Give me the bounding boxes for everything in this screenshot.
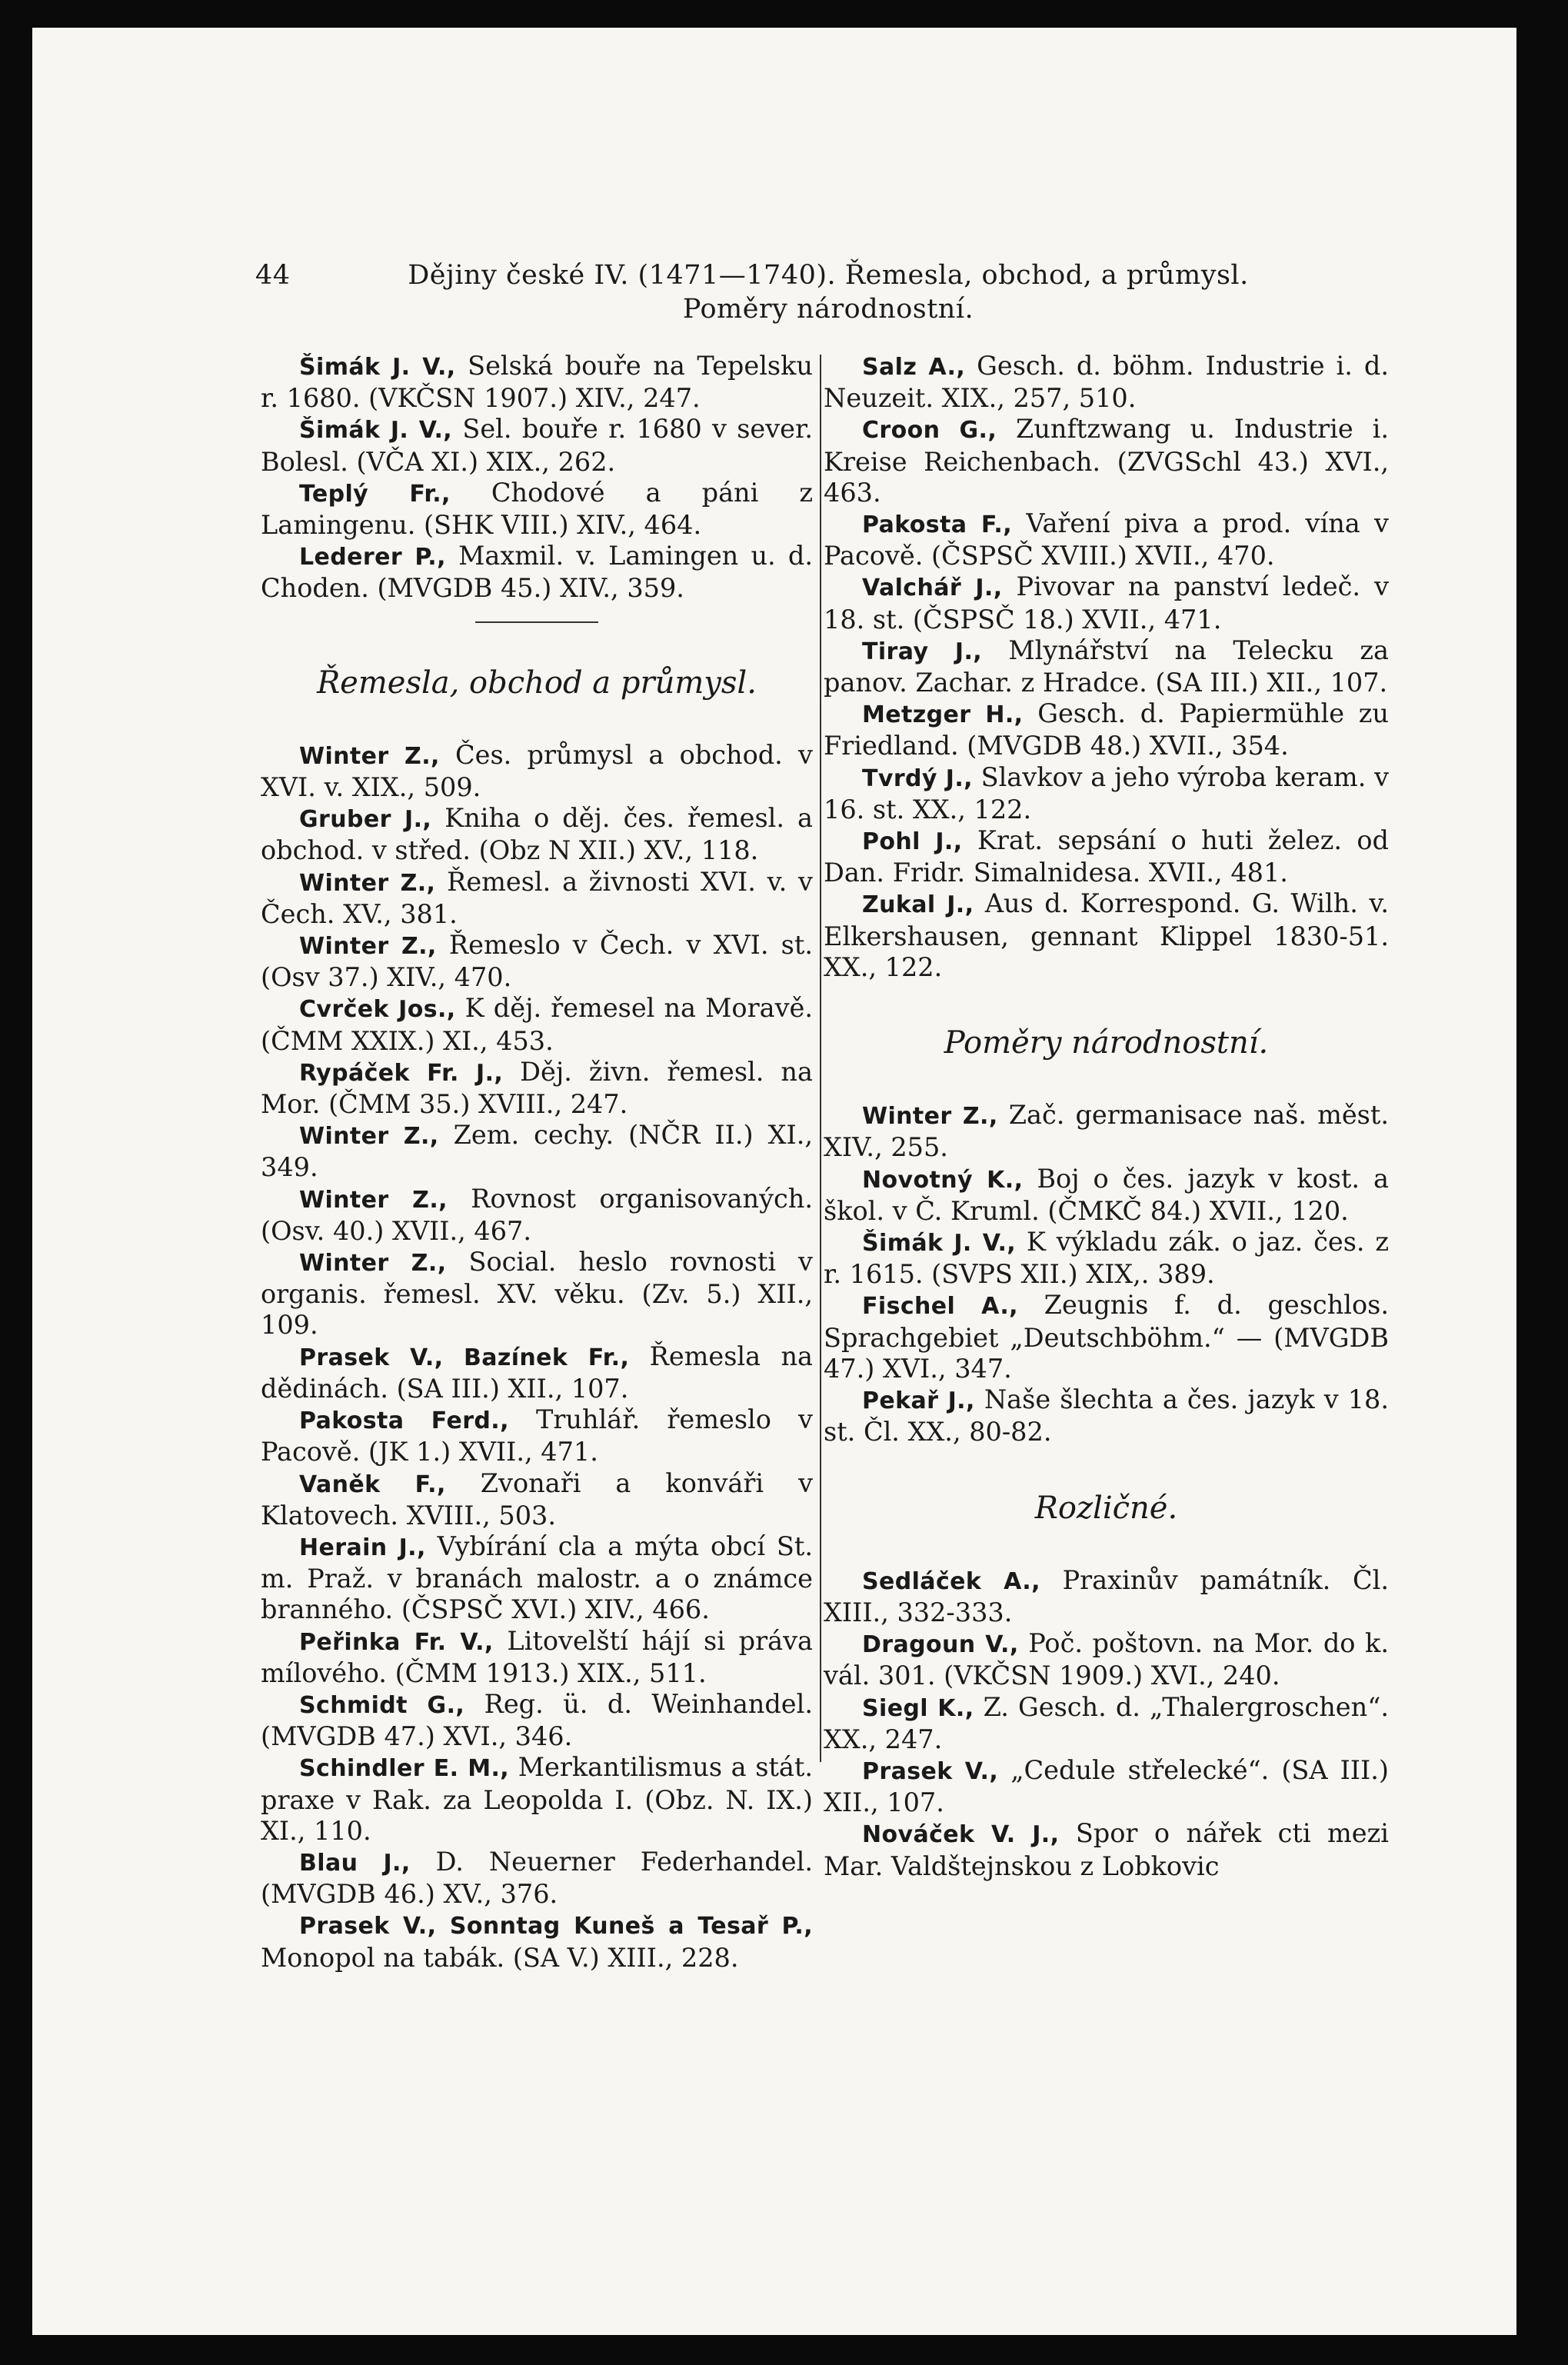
bibliography-entry [824, 414, 1389, 508]
bibliography-entry [824, 1628, 1389, 1691]
entry-text: Gesch. d. Papiermühle zu Friedland. (MVGDB 48.) XVII., 354. [824, 698, 1389, 761]
entry-text: Řemesl. a živnosti XVI. v. v Čech. XV., 381. [261, 866, 813, 929]
bibliography-entry [824, 571, 1389, 635]
bibliography-entry [261, 1184, 813, 1247]
entry-author: Winter Z., [299, 869, 436, 897]
left-entries-top [261, 351, 813, 605]
bibliography-entry [261, 1057, 813, 1120]
entry-text: Litovelští hájí si práva mílového. (ČMM 1913.) XIX., 511. [261, 1625, 813, 1688]
bibliography-entry [824, 1692, 1389, 1755]
entry-author: Prasek V., [862, 1757, 999, 1785]
bibliography-entry [261, 867, 813, 930]
bibliography-entry [261, 803, 813, 866]
entry-text: Čes. průmysl a obchod. v XVI. v. XIX., 509. [261, 739, 813, 803]
entry-author: Lederer P., [299, 544, 446, 571]
bibliography-entry [261, 1531, 813, 1626]
entry-author: Šimák J. V., [862, 1230, 1017, 1257]
entry-author: Valchář J., [862, 575, 1003, 602]
entry-author: Prasek V., Bazínek Fr., [299, 1344, 630, 1371]
bibliography-entry [261, 478, 813, 541]
entry-author: Tiray J., [862, 638, 983, 665]
entry-text: Řemeslo v Čech. v XVI. st. (Osv 37.) XIV., 470. [261, 930, 813, 993]
entry-text: Slavkov a jeho výroba keram. v 16. st. XX., 122. [824, 761, 1389, 824]
bibliography-entry [261, 414, 813, 477]
entry-text: Sel. bouře r. 1680 v sever. Bolesl. (VČA XI.) XIX., 262. [261, 414, 813, 477]
entry-author: Novotný K., [862, 1166, 1024, 1194]
bibliography-entry [824, 1227, 1389, 1290]
bibliography-entry [824, 698, 1389, 761]
entry-author: Zukal J., [862, 891, 974, 919]
running-title: Dějiny české IV. (1471—1740). Řemesla, obchod, a průmysl. [408, 260, 1249, 291]
entry-author: Siegl K., [862, 1694, 974, 1722]
bibliography-entry [824, 1164, 1389, 1227]
entry-author: Winter Z., [862, 1103, 998, 1131]
right-entries-2 [824, 1100, 1389, 1447]
bibliography-entry [261, 541, 813, 604]
entry-author: Metzger H., [862, 701, 1024, 729]
bibliography-entry [824, 1384, 1389, 1447]
bibliography-entry [261, 1689, 813, 1752]
bibliography-entry [824, 351, 1389, 414]
entry-author: Šimák J. V., [299, 354, 456, 381]
bibliography-entry [824, 1755, 1389, 1818]
entry-text: Děj. živn. řemesl. na Mor. (ČMM 35.) XVIII., 247. [261, 1056, 813, 1120]
entry-text: Zunftzwang u. Industrie i. Kreise Reichenbach. (ZVGSchl 43.) XVI., 463. [824, 414, 1389, 508]
section-title-pomery: Poměry národnostní. [944, 1025, 1269, 1061]
entry-text: Selská bouře na Tepelsku r. 1680. (VKČSN 1907.) XIV., 247. [261, 351, 813, 414]
entry-text: Gesch. d. böhm. Industrie i. d. Neuzeit. XIX., 257, 510. [824, 351, 1389, 414]
entry-author: Nováček V. J., [862, 1821, 1060, 1849]
section-title-remesla: Řemesla, obchod a průmysl. [317, 665, 757, 701]
entry-text: Naše šlechta a čes. jazyk v 18. st. Čl. XX., 80-82. [824, 1384, 1389, 1447]
entry-author: Pohl J., [862, 828, 963, 856]
entry-text: „Cedule střelecké“. (SA III.) XII., 107. [824, 1754, 1389, 1818]
entry-text: Řemesla na dědinách. (SA III.) XII., 107. [261, 1341, 813, 1404]
entry-text: Praxinův památník. Čl. XIII., 332-333. [824, 1564, 1389, 1627]
entry-author: Vaněk F., [299, 1471, 446, 1498]
entry-text: Zeugnis f. d. geschlos. Sprachgebiet „Deutschböhm.“ — (MVGDB 47.) XVI., 347. [824, 1290, 1389, 1384]
entry-text: Z. Gesch. d. „Thalergroschen“. XX., 247. [824, 1691, 1389, 1754]
entry-author: Winter Z., [299, 1123, 439, 1151]
left-entries [261, 740, 813, 1974]
bibliography-entry [261, 993, 813, 1056]
bibliography-entry [261, 1468, 813, 1531]
entry-author: Teplý Fr., [299, 480, 451, 508]
entry-author: Gruber J., [299, 806, 432, 834]
bibliography-entry [261, 1404, 813, 1467]
entry-author: Schindler E. M., [299, 1755, 510, 1783]
bibliography-entry [824, 1565, 1389, 1628]
bibliography-entry [261, 1752, 813, 1847]
section-title-rozlicne: Rozličné. [1034, 1490, 1178, 1526]
entry-author: Winter Z., [299, 742, 440, 770]
bibliography-entry [261, 1341, 813, 1404]
bibliography-entry [261, 740, 813, 803]
entry-author: Šimák J. V., [299, 417, 453, 445]
bibliography-entry [261, 1910, 813, 1973]
right-column [824, 351, 1389, 1882]
section-rule [475, 621, 598, 623]
right-entries-top [824, 351, 1389, 983]
entry-author: Pakosta Ferd., [299, 1407, 509, 1435]
entry-author: Schmidt G., [299, 1691, 465, 1719]
left-column [261, 351, 813, 1974]
entry-text: Monopol na tabák. (SA V.) XIII., 228. [261, 1942, 739, 1973]
entry-author: Fischel A., [862, 1293, 1018, 1321]
entry-text: Vybírání cla a mýta obcí St. m. Praž. v branách malostr. a o známce branného. (ČSPSČ XVI.) XIV., 466. [261, 1531, 813, 1625]
entry-text: Maxmil. v. Lamingen u. d. Choden. (MVGDB 45.) XIV., 359. [261, 541, 813, 604]
entry-text: Chodové a páni z Lamingenu. (SHK VIII.) XIV., 464. [261, 477, 813, 541]
entry-author: Winter Z., [299, 1250, 447, 1277]
bibliography-entry [261, 930, 813, 993]
entry-author: Herain J., [299, 1534, 426, 1561]
entry-text: Krat. sepsání o huti želez. od Dan. Fridr. Simalnidesa. XVII., 481. [824, 825, 1389, 888]
entry-author: Peřinka Fr. V., [299, 1628, 494, 1656]
bibliography-entry [824, 762, 1389, 825]
running-subtitle: Poměry národnostní. [682, 294, 974, 325]
entry-text: Reg. ü. d. Weinhandel. (MVGDB 47.) XVI., 346. [261, 1688, 813, 1752]
entry-author: Pakosta F., [862, 511, 1013, 539]
bibliography-entry [824, 1100, 1389, 1163]
entry-text: D. Neuerner Federhandel. (MVGDB 46.) XV., 376. [261, 1846, 813, 1910]
bibliography-entry [261, 1120, 813, 1183]
entry-text: Zvonaři a konváři v Klatovech. XVIII., 503. [261, 1467, 813, 1531]
entry-author: Pekař J., [862, 1387, 975, 1415]
entry-author: Croon G., [862, 417, 997, 445]
page-header [255, 258, 1370, 326]
entry-text: Pivovar na panství ledeč. v 18. st. (ČSPSČ 18.) XVII., 471. [824, 571, 1390, 635]
bibliography-entry [824, 888, 1389, 983]
bibliography-entry [824, 635, 1389, 698]
page-number: 44 [255, 260, 291, 291]
entry-author: Prasek V., Sonntag Kuneš a Tesař P., [299, 1913, 813, 1940]
entry-text: Zač. germanisace naš. měst. XIV., 255. [824, 1100, 1389, 1163]
entry-text: Truhlář. řemeslo v Pacově. (JK 1.) XVII., 471. [261, 1404, 813, 1467]
entry-text: Social. heslo rovnosti v organis. řemesl. XV. věku. (Zv. 5.) XII., 109. [261, 1247, 813, 1341]
entry-text: Spor o nářek cti mezi Mar. Valdštejnskou z Lobkovic [824, 1818, 1389, 1881]
right-entries-3 [824, 1565, 1389, 1882]
bibliography-entry [824, 825, 1389, 888]
entry-text: Kniha o děj. čes. řemesl. a obchod. v střed. (Obz N XII.) XV., 118. [261, 803, 813, 866]
entry-text: K výkladu zák. o jaz. čes. z r. 1615. (SVPS XII.) XIX,. 389. [824, 1227, 1389, 1290]
entry-text: K děj. řemesel na Moravě. (ČMM XXIX.) XI., 453. [261, 993, 813, 1056]
entry-author: Blau J., [299, 1849, 411, 1877]
entry-text: Aus d. Korrespond. G. Wilh. v. Elkershausen, gennant Klippel 1830-51. XX., 122. [824, 888, 1389, 982]
entry-text: Merkantilismus a stát. praxe v Rak. za Leopolda I. (Obz. N. IX.) XI., 110. [261, 1752, 813, 1846]
entry-author: Sedláček A., [862, 1567, 1040, 1595]
bibliography-entry [824, 508, 1389, 571]
entry-text: Boj o čes. jazyk v kost. a škol. v Č. Kruml. (ČMKČ 84.) XVII., 120. [824, 1163, 1389, 1226]
bibliography-entry [261, 1247, 813, 1341]
entry-author: Rypáček Fr. J., [299, 1059, 504, 1087]
entry-text: Rovnost organisovaných. (Osv. 40.) XVII., 467. [261, 1183, 813, 1246]
bibliography-entry [824, 1818, 1389, 1881]
entry-author: Winter Z., [299, 933, 437, 961]
book-page [32, 28, 1516, 2335]
bibliography-entry [261, 351, 813, 414]
entry-text: Poč. poštovn. na Mor. do k. vál. 301. (VKČSN 1909.) XVI., 240. [824, 1628, 1389, 1691]
entry-author: Tvrdý J., [862, 764, 973, 792]
bibliography-entry [824, 1290, 1389, 1384]
entry-author: Salz A., [862, 354, 966, 381]
entry-author: Cvrček Jos., [299, 996, 456, 1024]
entry-text: Mlynářství na Telecku za panov. Zachar. z Hradce. (SA III.) XII., 107. [824, 635, 1389, 698]
entry-text: Zem. cechy. (NČR II.) XI., 349. [261, 1120, 813, 1183]
entry-author: Dragoun V., [862, 1631, 1019, 1659]
entry-author: Winter Z., [299, 1186, 448, 1214]
entry-text: Vaření piva a prod. vína v Pacově. (ČSPSČ XVIII.) XVII., 470. [824, 508, 1389, 571]
bibliography-entry [261, 1626, 813, 1689]
column-divider [820, 355, 821, 1762]
bibliography-entry [261, 1847, 813, 1910]
